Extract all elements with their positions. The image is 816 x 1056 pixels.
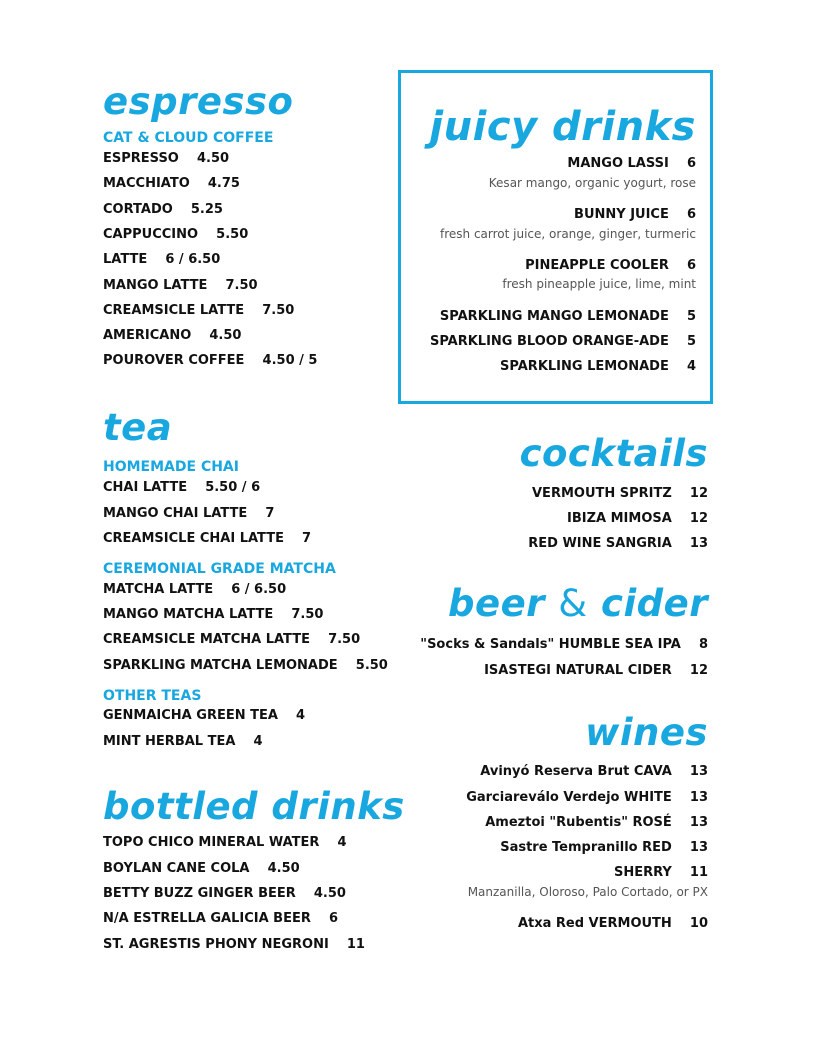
menu-item-americano: AMERICANO 4.50 <box>103 328 242 343</box>
menu-item-sparkling-blood-orange: SPARKLING BLOOD ORANGE-ADE 5 <box>429 334 696 349</box>
tea-subtitle-other: OTHER TEAS <box>103 688 202 704</box>
menu-item-tempranillo: Sastre Tempranillo RED 13 <box>500 840 708 855</box>
menu-item-mango-matcha: MANGO MATCHA LATTE 7.50 <box>103 607 324 622</box>
menu-item-verdejo: Garciareválo Verdejo WHITE 13 <box>466 790 708 805</box>
menu-item-sparkling-matcha: SPARKLING MATCHA LEMONADE 5.50 <box>103 658 388 673</box>
menu-item-estrella: N/A ESTRELLA GALICIA BEER 6 <box>103 911 339 926</box>
menu-item-sangria: RED WINE SANGRIA 13 <box>528 536 708 551</box>
menu-item-matcha-latte: MATCHA LATTE 6 / 6.50 <box>103 582 287 597</box>
menu-item-sherry: SHERRY 11 <box>613 865 708 880</box>
tea-subtitle-matcha: CEREMONIAL GRADE MATCHA <box>103 561 336 577</box>
juicy-heading: juicy drinks <box>429 104 696 150</box>
wines-heading: wines <box>585 711 708 754</box>
menu-item-cappuccino: CAPPUCCINO 5.50 <box>103 227 249 242</box>
menu-item-macchiato: MACCHIATO 4.75 <box>103 176 240 191</box>
menu-item-espresso: ESPRESSO 4.50 <box>103 151 230 166</box>
menu-item-cortado: CORTADO 5.25 <box>103 202 223 217</box>
menu-item-rose: Ameztoi "Rubentis" ROSÉ 13 <box>485 815 708 830</box>
menu-item-humble-sea-ipa: "Socks & Sandals" HUMBLE SEA IPA 8 <box>420 637 708 652</box>
menu-item-latte: LATTE 6 / 6.50 <box>103 252 221 267</box>
menu-item-chai-latte: CHAI LATTE 5.50 / 6 <box>103 480 261 495</box>
menu-item-pourover: POUROVER COFFEE 4.50 / 5 <box>103 353 318 368</box>
menu-item-creamsicle-matcha: CREAMSICLE MATCHA LATTE 7.50 <box>103 632 361 647</box>
cider-heading-word: cider <box>601 582 708 625</box>
menu-item-sparkling-lemonade: SPARKLING LEMONADE 4 <box>500 359 696 374</box>
beer-cider-heading <box>448 584 708 624</box>
menu-item-pineapple-cooler: PINEAPPLE COOLER 6 <box>525 258 696 273</box>
cocktails-heading: cocktails <box>519 432 708 475</box>
menu-desc-pineapple-cooler: fresh pineapple juice, lime, mint <box>502 277 696 291</box>
menu-item-vermouth: Atxa Red VERMOUTH 10 <box>517 916 708 931</box>
tea-subtitle-chai: HOMEMADE CHAI <box>103 459 239 475</box>
espresso-subtitle: CAT & CLOUD COFFEE <box>103 130 274 146</box>
beer-heading-word: beer <box>447 582 545 625</box>
bottled-heading: bottled drinks <box>103 785 405 828</box>
espresso-heading: espresso <box>103 80 294 123</box>
menu-desc-sherry: Manzanilla, Oloroso, Palo Cortado, or PX <box>467 885 708 899</box>
menu-item-phony-negroni: ST. AGRESTIS PHONY NEGRONI 11 <box>103 937 365 952</box>
menu-item-mint-tea: MINT HERBAL TEA 4 <box>103 734 263 749</box>
menu-desc-mango-lassi: Kesar mango, organic yogurt, rose <box>488 176 696 190</box>
menu-item-mango-latte: MANGO LATTE 7.50 <box>103 278 258 293</box>
menu-item-betty-buzz: BETTY BUZZ GINGER BEER 4.50 <box>103 886 346 901</box>
menu-item-boylan: BOYLAN CANE COLA 4.50 <box>103 861 300 876</box>
ampersand: & <box>558 582 588 625</box>
menu-item-creamsicle-latte: CREAMSICLE LATTE 7.50 <box>103 303 295 318</box>
menu-desc-bunny-juice: fresh carrot juice, orange, ginger, turmeric <box>440 227 696 241</box>
menu-item-mango-lassi: MANGO LASSI 6 <box>567 156 696 171</box>
menu-item-cava: Avinyó Reserva Brut CAVA 13 <box>480 764 708 779</box>
menu-item-vermouth-spritz: VERMOUTH SPRITZ 12 <box>532 486 708 501</box>
menu-item-sparkling-mango: SPARKLING MANGO LEMONADE 5 <box>439 309 696 324</box>
tea-heading: tea <box>103 406 173 449</box>
menu-item-bunny-juice: BUNNY JUICE 6 <box>574 207 696 222</box>
menu-item-mango-chai: MANGO CHAI LATTE 7 <box>103 506 275 521</box>
menu-item-genmaicha: GENMAICHA GREEN TEA 4 <box>103 708 306 723</box>
menu-item-creamsicle-chai: CREAMSICLE CHAI LATTE 7 <box>103 531 312 546</box>
menu-item-isastegi-cider: ISASTEGI NATURAL CIDER 12 <box>484 663 708 678</box>
menu-item-ibiza-mimosa: IBIZA MIMOSA 12 <box>567 511 708 526</box>
menu-item-topo-chico: TOPO CHICO MINERAL WATER 4 <box>103 835 347 850</box>
